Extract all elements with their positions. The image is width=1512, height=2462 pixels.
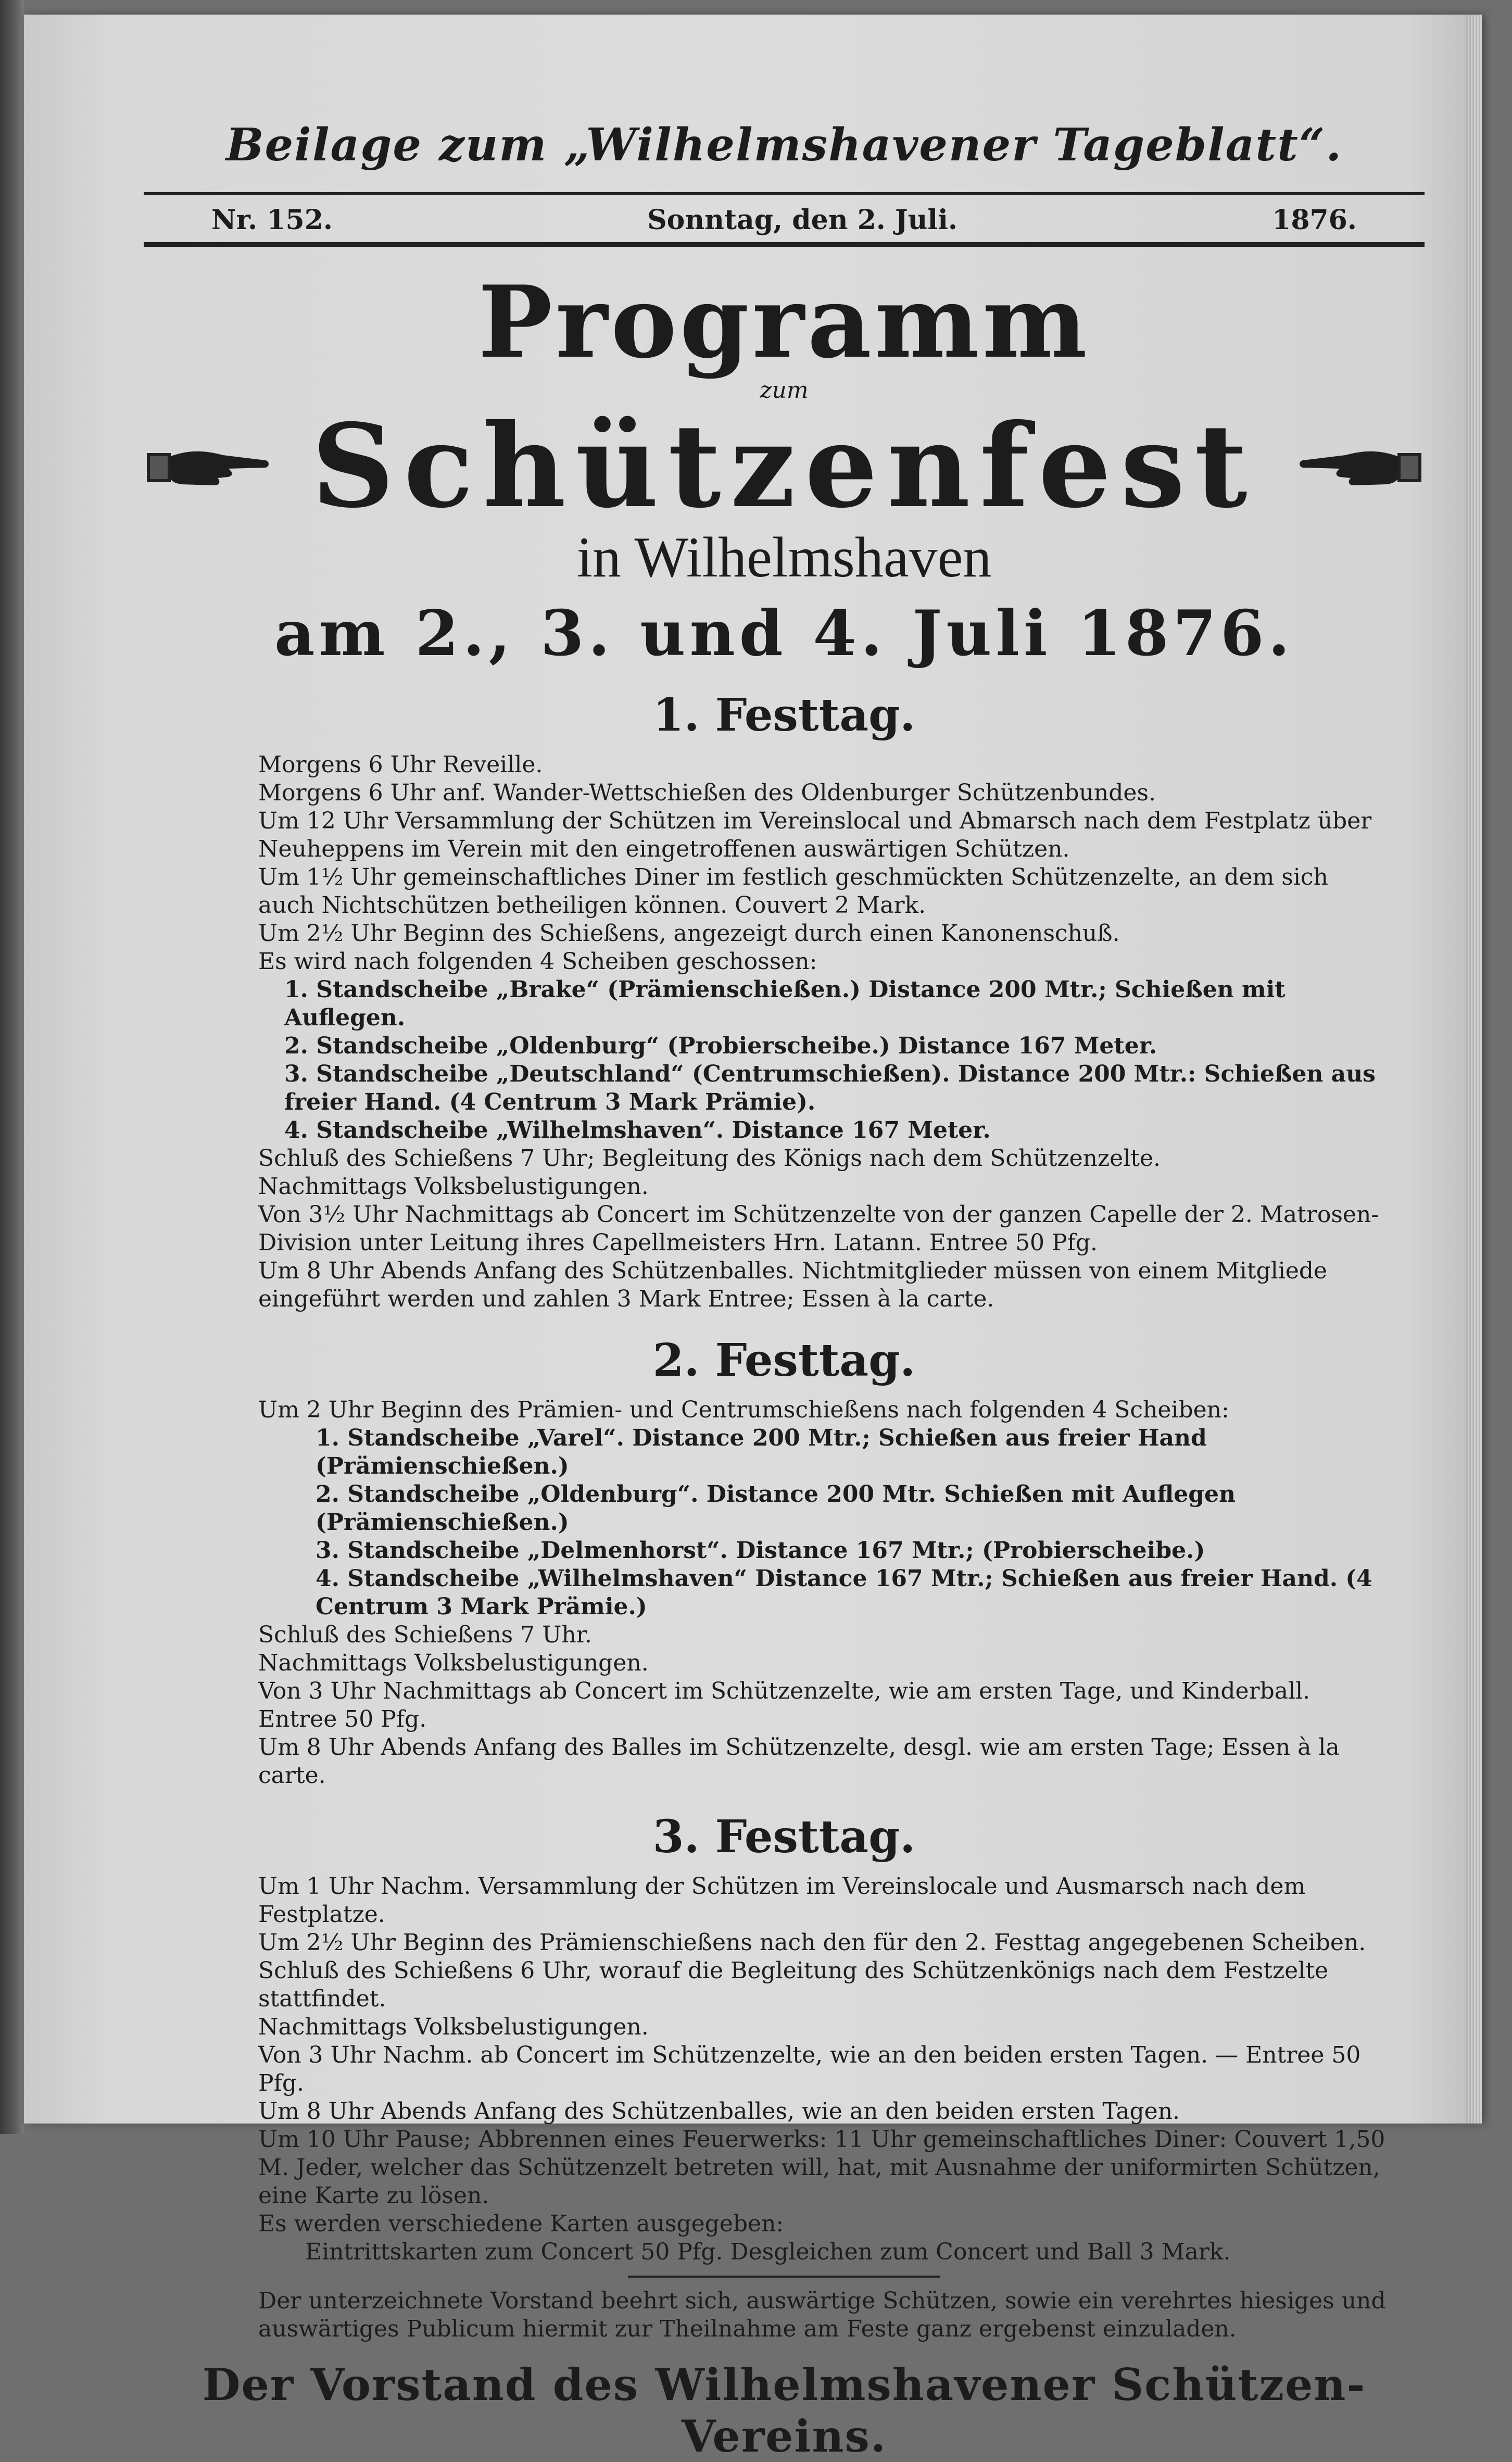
day3-line: Es werden verschiedene Karten ausgegeben: bbox=[258, 2210, 784, 2237]
day3-line: Um 10 Uhr Pause; Abbrennen eines Feuerwerks: 11 Uhr gemeinschaftliches Diner: Couvert 1,50 M. Jeder, welcher das Schützenzelt betreten will, hat, mit Ausnahme der uniformirten Schützen, eine Karte zu lösen. bbox=[258, 2126, 1385, 2209]
issue-number: Nr. 152. bbox=[211, 204, 333, 236]
page-edge bbox=[1466, 15, 1482, 2124]
ticket-prices: Eintrittskarten zum Concert 50 Pfg. Desgleichen zum Concert und Ball 3 Mark. bbox=[305, 2239, 1231, 2265]
day1-line: Morgens 6 Uhr Reveille. bbox=[258, 751, 543, 778]
pointing-hand-left-icon bbox=[1299, 437, 1423, 495]
page-content bbox=[180, 119, 1388, 2462]
festival-dates: am 2., 3. und 4. Juli 1876. bbox=[274, 597, 1294, 670]
day1-line: Um 1½ Uhr gemeinschaftliches Diner im festlich geschmückten Schützenzelte, an dem sich auch Nichtschützen betheiligen können. Couvert 2 Mark. bbox=[258, 864, 1328, 919]
day1-line-after: Schluß des Schießens 7 Uhr; Begleitung des Königs nach dem Schützenzelte. bbox=[258, 1145, 1161, 1172]
day3-line: Um 2½ Uhr Beginn des Prämienschießens nach den für den 2. Festtag angegebenen Scheiben. bbox=[258, 1929, 1366, 1956]
day3-line: Von 3 Uhr Nachm. ab Concert im Schützenzelte, wie an den beiden ersten Tagen. — Entree 50 Pfg. bbox=[258, 2042, 1361, 2096]
bottom-rule bbox=[144, 242, 1425, 247]
day3-line: Schluß des Schießens 6 Uhr, worauf die Begleitung des Schützenkönigs nach dem Festzelte stattfindet. bbox=[258, 1957, 1329, 2012]
day2-target: 2. Standscheibe „Oldenburg“. Distance 200 Mtr. Schießen mit Auflegen (Prämienschießen.) bbox=[316, 1481, 1236, 1536]
issue-year: 1876. bbox=[1272, 204, 1357, 236]
day3-line: Um 1 Uhr Nachm. Versammlung der Schützen im Vereinslocale und Ausmarsch nach dem Festplatze. bbox=[258, 1873, 1306, 1928]
day2-line: Um 2 Uhr Beginn des Prämien- und Centrumschießens nach folgenden 4 Scheiben: bbox=[258, 1397, 1229, 1423]
day2-target: 3. Standscheibe „Delmenhorst“. Distance 167 Mtr.; (Probierscheibe.) bbox=[316, 1537, 1205, 1564]
section-divider bbox=[628, 2276, 940, 2278]
day2-line-after: Um 8 Uhr Abends Anfang des Balles im Schützenzelte, desgl. wie am ersten Tage; Essen à la carte. bbox=[258, 1734, 1340, 1789]
day2-line-after: Schluß des Schießens 7 Uhr. bbox=[258, 1622, 592, 1648]
day3-line: Nachmittags Volksbelustigungen. bbox=[258, 2014, 649, 2040]
day1-line-after: Nachmittags Volksbelustigungen. bbox=[258, 1173, 649, 1200]
day1-heading: 1. Festtag. bbox=[652, 689, 916, 742]
day1-target: 3. Standscheibe „Deutschland“ (Centrumschießen). Distance 200 Mtr.: Schießen aus freier Hand. (4 Centrum 3 Mark Prämie). bbox=[284, 1061, 1376, 1115]
day2-line-after: Nachmittags Volksbelustigungen. bbox=[258, 1650, 649, 1676]
fest-title-row bbox=[66, 398, 1503, 533]
day1-target: 1. Standscheibe „Brake“ (Prämienschießen.) Distance 200 Mtr.; Schießen mit Auflegen. bbox=[284, 976, 1286, 1031]
day1-target: 4. Standscheibe „Wilhelmshaven“. Distance 167 Meter. bbox=[284, 1117, 991, 1144]
invitation-text: Der unterzeichnete Vorstand beehrt sich, auswärtige Schützen, sowie ein verehrtes hiesiges und auswärtiges Publicum hiermit zur Theilnahme am Feste ganz ergebenst einzuladen. bbox=[258, 2288, 1386, 2342]
day1-line-after: Von 3½ Uhr Nachmittags ab Concert im Schützenzelte von der ganzen Capelle der 2. Matrosen-Division unter Leitung ihres Capellmeisters Hrn. Latann. Entree 50 Pfg. bbox=[258, 1201, 1379, 1256]
day3-line: Um 8 Uhr Abends Anfang des Schützenballes, wie an den beiden ersten Tagen. bbox=[258, 2098, 1180, 2125]
day2-target: 1. Standscheibe „Varel“. Distance 200 Mtr.; Schießen aus freier Hand (Prämienschießen.) bbox=[316, 1425, 1207, 1479]
dateline bbox=[180, 195, 1388, 242]
newspaper-page bbox=[24, 15, 1482, 2462]
zum-text: zum bbox=[760, 377, 809, 404]
day2-line-after: Von 3 Uhr Nachmittags ab Concert im Schützenzelte, wie am ersten Tage, und Kinderball. Entree 50 Pfg. bbox=[258, 1678, 1311, 1732]
day1-line: Um 2½ Uhr Beginn des Schießens, angezeigt durch einen Kanonenschuß. bbox=[258, 920, 1120, 947]
day2-heading: 2. Festtag. bbox=[652, 1334, 916, 1387]
day1-line: Es wird nach folgenden 4 Scheiben geschossen: bbox=[258, 948, 817, 975]
page-title: Programm bbox=[478, 264, 1090, 380]
day1-target: 2. Standscheibe „Oldenburg“ (Probierscheibe.) Distance 167 Meter. bbox=[284, 1033, 1157, 1059]
masthead: Beilage zum „Wilhelmshavener Tageblatt“. bbox=[225, 119, 1343, 171]
day1-line-after: Um 8 Uhr Abends Anfang des Schützenballes. Nichtmitglieder müssen von einem Mitgliede eingeführt werden und zahlen 3 Mark Entree; Essen à la carte. bbox=[258, 1258, 1328, 1312]
day1-line: Morgens 6 Uhr anf. Wander-Wettschießen des Oldenburger Schützenbundes. bbox=[258, 780, 1156, 806]
fest-title: Schützenfest bbox=[311, 398, 1257, 533]
location-text: in Wilhelmshaven bbox=[576, 525, 992, 589]
book-binding bbox=[0, 0, 24, 2134]
day3-heading: 3. Festtag. bbox=[652, 1811, 916, 1863]
day2-target: 4. Standscheibe „Wilhelmshaven“ Distance 167 Mtr.; Schießen aus freier Hand. (4 Centrum 3 Mark Prämie.) bbox=[316, 1565, 1372, 1620]
pointing-hand-right-icon bbox=[145, 437, 270, 495]
day1-line: Um 12 Uhr Versammlung der Schützen im Vereinslocal und Abmarsch nach dem Festplatz über Neuheppens im Verein mit den eingetroffenen auswärtigen Schützen. bbox=[258, 808, 1372, 862]
signature: Der Vorstand des Wilhelmshavener Schützen-Vereins. bbox=[202, 2359, 1366, 2462]
issue-date: Sonntag, den 2. Juli. bbox=[647, 204, 958, 236]
